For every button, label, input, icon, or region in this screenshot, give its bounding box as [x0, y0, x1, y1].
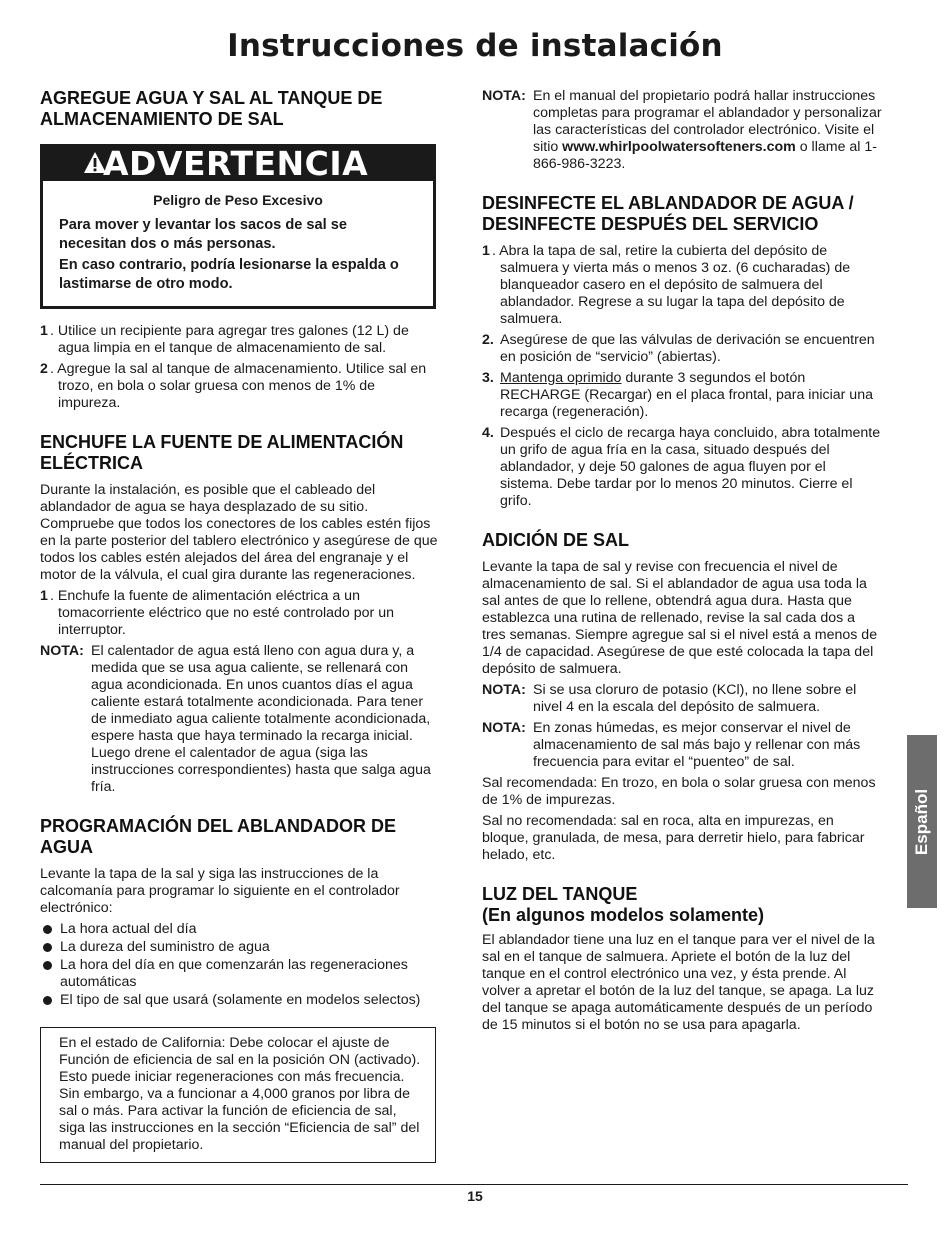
left-column [40, 88, 440, 1163]
programming-paragraph: Levante la tapa de la sal y siga las instrucciones de la calcomanía para programar lo siguiente en el controlador electrónico: [40, 866, 400, 916]
list-item: La hora del día en que comenzarán las regeneraciones automáticas [40, 957, 440, 991]
recommended-salt: Sal recomendada: En trozo, en bola o solar gruesa con menos de 1% de impurezas. [482, 775, 876, 808]
section-heading-add-water-salt: AGREGUE AGUA Y SAL AL TANQUE DE ALMACENAMIENTO DE SAL [40, 88, 383, 129]
section-heading-programming: PROGRAMACIÓN DEL ABLANDADOR DE AGUA [40, 816, 397, 857]
list-item: 1 . Enchufe la fuente de alimentación eléctrica a un tomacorriente eléctrico que no esté controlado por un interruptor. [40, 588, 394, 638]
warning-text-1: Para mover y levantar los sacos de sal se necesitan dos o más personas. [59, 217, 347, 252]
note-potassium: NOTA: Si se usa cloruro de potasio (KCl), no llene sobre el nivel 4 en la escala del depósito de salmuera. [482, 682, 857, 715]
warning-box [40, 144, 436, 309]
disinfect-steps [482, 243, 882, 510]
list-item: 3. Mantenga oprimido durante 3 segundos el botón RECHARGE (Recargar) en el placa frontal, para iniciar una recarga (regeneración). [482, 370, 873, 420]
california-note-box [40, 1027, 436, 1163]
adding-salt-paragraph: Levante la tapa de sal y revise con frecuencia el nivel de almacenamiento de sal. Si el ablandador de agua usa toda la sal antes de que lo rellene, obtendrá agua dura. Hasta que establezca una rutina de rellenado, revise la sal cada dos a tres semanas. Siempre agregue sal si el nivel está a menos de 1/4 de capacidad. Asegúrese de que esté colocada la tapa del depósito de salmuera. [482, 559, 878, 677]
list-item: 4. Después el ciclo de recarga haya concluido, abra totalmente un grifo de agua fría en la casa, situado después del ablandador, y deje 50 galones de agua fluyen por el sistema. Debe tardar por lo menos 20 minutos. Cierre el grifo. [482, 425, 881, 509]
note-humid-zones: NOTA: En zonas húmedas, es mejor conservar el nivel de almacenamiento de sal más bajo y rellenar con más frecuencia para evitar el “puenteo” de sal. [482, 720, 861, 770]
list-item: 1 . Abra la tapa de sal, retire la cubierta del depósito de salmuera y vierta más o menos 3 oz. (6 cucharadas) de blanqueador casero en el depósito de salmuera del ablandador. Regrese a su lugar la tapa del depósito de salmuera. [482, 243, 851, 327]
list-item: La dureza del suministro de agua [40, 939, 440, 956]
warning-title: ADVERTENCIA [103, 144, 369, 183]
list-item: 1 . Utilice un recipiente para agregar tres galones (12 L) de agua limpia en el tanque de almacenamiento de sal. [40, 323, 409, 356]
power-paragraph: Durante la instalación, es posible que el cableado del ablandador de agua se haya desplazado de su sitio. Compruebe que todos los conectores de los cables estén fijos en la parte posterior del tablero electrónico y asegúrese de que todos los cables estén alejados del área del engranaje y el motor de la válvula, el cual gira durante las regeneraciones. [40, 482, 438, 583]
california-note-text: En el estado de California: Debe colocar el ajuste de Función de eficiencia de sal en la posición ON (activado). Esto puede iniciar regeneraciones con más frecuencia. Sin embargo, va a funcionar a 4,000 granos por libra de sal o más. Para activar la función de eficiencia de sal, siga las instrucciones en la sección “Eficiencia de sal” del manual del propietario. [59, 1035, 421, 1153]
not-recommended-salt: Sal no recomendada: sal en roca, alta en impurezas, en bloque, granulada, de mesa, para derretir hielo, para fabricar helado, etc. [482, 813, 865, 863]
page-title: Instrucciones de instalación [227, 28, 723, 64]
website-url: www.whirlpoolwatersofteners.com [562, 139, 796, 155]
list-item: El tipo de sal que usará (solamente en modelos selectos) [40, 992, 440, 1009]
section-heading-power: ENCHUFE LA FUENTE DE ALIMENTACIÓN ELÉCTRICA [40, 432, 404, 473]
warning-text-2: En caso contrario, podría lesionarse la espalda o lastimarse de otro modo. [59, 257, 399, 292]
section-heading-adding-salt: ADICIÓN DE SAL [482, 530, 630, 550]
section-heading-tank-light: LUZ DEL TANQUE (En algunos modelos solamente) [482, 884, 765, 925]
list-item: 2 . Agregue la sal al tanque de almacenamiento. Utilice sal en trozo, en bola o solar gruesa con menos de 1% de impureza. [40, 361, 427, 411]
warning-subtitle: Peligro de Peso Excesivo [153, 192, 323, 208]
programming-bullets [40, 921, 440, 1009]
list-item: La hora actual del día [40, 921, 440, 938]
right-column [482, 88, 882, 1034]
section-heading-disinfect: DESINFECTE EL ABLANDADOR DE AGUA / DESINFECTE DESPUÉS DEL SERVICIO [482, 193, 854, 234]
note-water-heater: NOTA: El calentador de agua está lleno con agua dura y, a medida que se usa agua caliente, se rellenará con agua acondicionada. En unos cuantos días el agua caliente estará totalmente acondicionada. Para tener de inmediato agua caliente totalmente acondicionada, espere hasta que haya terminado la recarga inicial. Luego drene el calentador de agua (siga las instrucciones correspondientes) hasta que salga agua fría. [40, 643, 431, 795]
add-salt-steps [40, 323, 440, 412]
warning-triangle-icon [83, 151, 107, 175]
page-number: 15 [467, 1188, 483, 1204]
language-side-tab: Español [907, 735, 937, 908]
warning-body [43, 181, 433, 306]
warning-header [43, 144, 433, 183]
tank-light-paragraph: El ablandador tiene una luz en el tanque para ver el nivel de la sal en el tanque de salmuera. Apriete el botón de la luz del tanque en el control electrónico una vez, y ésta prende. Al volver a apretar el botón de la luz del tanque, se apaga. La luz del tanque se apaga automáticamente después de un período de 15 minutos si el botón no se usa para apagarla. [482, 932, 875, 1033]
power-steps [40, 588, 440, 639]
list-item: 2. Asegúrese de que las válvulas de derivación se encuentren en posición de “servicio” (abiertas). [482, 332, 875, 365]
note-owners-manual: NOTA: En el manual del propietario podrá hallar instrucciones completas para programar el ablandador y personalizar las características del controlador electrónico. Visite el sitio www.whirlpoolwatersofteners.com o llame al 1-866-986-3223. [482, 88, 882, 172]
footer-divider [40, 1184, 908, 1185]
